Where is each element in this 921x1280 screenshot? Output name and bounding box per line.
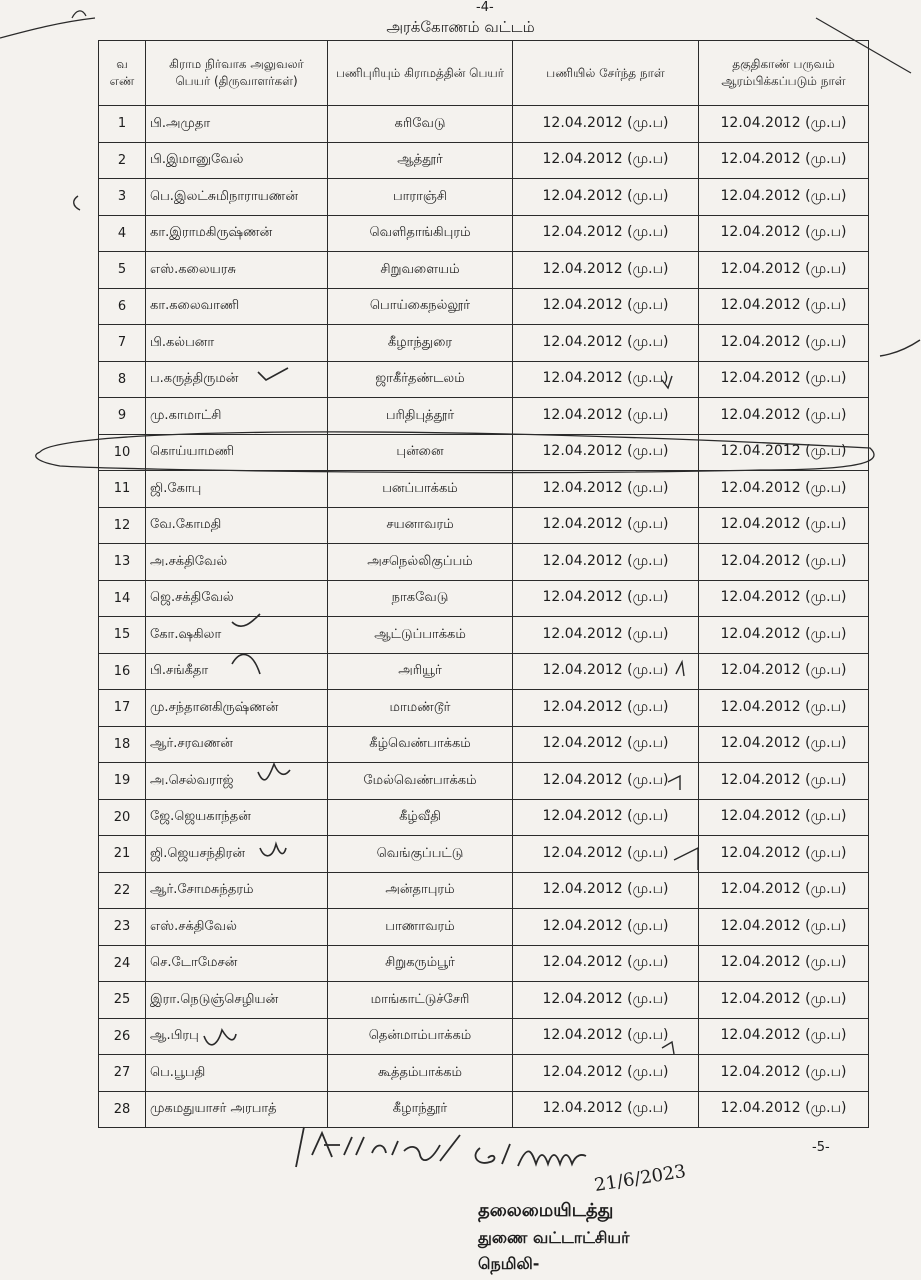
row-join-date: 12.04.2012 (மு.ப) <box>513 1055 699 1092</box>
table-row <box>99 361 869 398</box>
row-join-date: 12.04.2012 (மு.ப) <box>513 909 699 946</box>
row-serial: 18 <box>99 726 146 763</box>
row-serial: 13 <box>99 544 146 581</box>
row-village: கீழாந்துரை <box>328 325 513 362</box>
officer-table <box>98 40 869 1128</box>
row-probation-start: 12.04.2012 (மு.ப) <box>699 434 869 471</box>
row-probation-start: 12.04.2012 (மு.ப) <box>699 471 869 508</box>
row-serial: 26 <box>99 1018 146 1055</box>
attested-scrawl <box>290 1125 470 1170</box>
row-serial: 19 <box>99 763 146 800</box>
row-serial: 3 <box>99 179 146 216</box>
row-serial: 20 <box>99 799 146 836</box>
row-village: கீழ்வீதி <box>328 799 513 836</box>
row-village: வெளிதாங்கிபுரம் <box>328 215 513 252</box>
row-probation-start: 12.04.2012 (மு.ப) <box>699 179 869 216</box>
row-join-date: 12.04.2012 (மு.ப) <box>513 288 699 325</box>
row-serial: 22 <box>99 872 146 909</box>
row-probation-start: 12.04.2012 (மு.ப) <box>699 361 869 398</box>
table-row <box>99 215 869 252</box>
table-row <box>99 909 869 946</box>
row-serial: 8 <box>99 361 146 398</box>
row-village: சிறுவளையம் <box>328 252 513 289</box>
row-join-date: 12.04.2012 (மு.ப) <box>513 872 699 909</box>
table-header-row <box>99 41 869 106</box>
row-probation-start: 12.04.2012 (மு.ப) <box>699 1091 869 1128</box>
row-village: கீழ்வெண்பாக்கம் <box>328 726 513 763</box>
row-officer-name: பெ.இலட்சுமிநாராயணன் <box>146 179 328 216</box>
row-officer-name: கொய்யாமணி <box>146 434 328 471</box>
table-row <box>99 507 869 544</box>
table-row <box>99 1091 869 1128</box>
signature-date: 21/6/2023 <box>592 1160 688 1197</box>
row-probation-start: 12.04.2012 (மு.ப) <box>699 288 869 325</box>
row-officer-name: ஆர்.சோமசுந்தரம் <box>146 872 328 909</box>
row-join-date: 12.04.2012 (மு.ப) <box>513 945 699 982</box>
row-probation-start: 12.04.2012 (மு.ப) <box>699 653 869 690</box>
row-join-date: 12.04.2012 (மு.ப) <box>513 179 699 216</box>
table-row <box>99 1018 869 1055</box>
table-row <box>99 726 869 763</box>
row-probation-start: 12.04.2012 (மு.ப) <box>699 1018 869 1055</box>
row-officer-name: முகமதுயாசர் அரபாத் <box>146 1091 328 1128</box>
row-join-date: 12.04.2012 (மு.ப) <box>513 799 699 836</box>
row-probation-start: 12.04.2012 (மு.ப) <box>699 142 869 179</box>
row-officer-name: கா.இராமகிருஷ்ணன் <box>146 215 328 252</box>
table-row <box>99 325 869 362</box>
row-officer-name: எஸ்.கலையரசு <box>146 252 328 289</box>
row-probation-start: 12.04.2012 (மு.ப) <box>699 799 869 836</box>
row-join-date: 12.04.2012 (மு.ப) <box>513 252 699 289</box>
page-title: அரக்கோணம் வட்டம் <box>386 18 535 36</box>
row-probation-start: 12.04.2012 (மு.ப) <box>699 872 869 909</box>
row-serial: 1 <box>99 106 146 143</box>
row-serial: 16 <box>99 653 146 690</box>
row-officer-name: ஜே.ஜெயகாந்தன் <box>146 799 328 836</box>
row-village: கரிவேடு <box>328 106 513 143</box>
row-join-date: 12.04.2012 (மு.ப) <box>513 580 699 617</box>
row-join-date: 12.04.2012 (மு.ப) <box>513 325 699 362</box>
row-probation-start: 12.04.2012 (மு.ப) <box>699 106 869 143</box>
row-officer-name: பி.சங்கீதா <box>146 653 328 690</box>
row-officer-name: பி.கல்பனா <box>146 325 328 362</box>
row-officer-name: ஜி.ஜெயசந்திரன் <box>146 836 328 873</box>
row-officer-name: அ.செல்வராஜ் <box>146 763 328 800</box>
row-probation-start: 12.04.2012 (மு.ப) <box>699 544 869 581</box>
table-row <box>99 653 869 690</box>
header-name: கிராம நிர்வாக அலுவலர் பெயர் (திருவாளர்கள்) <box>146 41 328 106</box>
row-probation-start: 12.04.2012 (மு.ப) <box>699 398 869 435</box>
row-village: பொய்கைநல்லூர் <box>328 288 513 325</box>
row-officer-name: அ.சக்திவேல் <box>146 544 328 581</box>
seal-line-deputy-tahsildar: துணை வட்டாட்சியர் <box>478 1228 630 1247</box>
row-village: ஜாகீர்தண்டலம் <box>328 361 513 398</box>
row-village: அரியூர் <box>328 653 513 690</box>
row-serial: 21 <box>99 836 146 873</box>
row-probation-start: 12.04.2012 (மு.ப) <box>699 507 869 544</box>
row-probation-start: 12.04.2012 (மு.ப) <box>699 763 869 800</box>
row-probation-start: 12.04.2012 (மு.ப) <box>699 836 869 873</box>
row-serial: 4 <box>99 215 146 252</box>
row-village: தென்மாம்பாக்கம் <box>328 1018 513 1055</box>
row-officer-name: செ.டோமேசன் <box>146 945 328 982</box>
row-officer-name: வே.கோமதி <box>146 507 328 544</box>
row-officer-name: கா.கலைவாணி <box>146 288 328 325</box>
table-row <box>99 836 869 873</box>
row-serial: 14 <box>99 580 146 617</box>
table-row <box>99 398 869 435</box>
row-village: ஆத்தூர் <box>328 142 513 179</box>
row-join-date: 12.04.2012 (மு.ப) <box>513 142 699 179</box>
table-row <box>99 982 869 1019</box>
row-join-date: 12.04.2012 (மு.ப) <box>513 1018 699 1055</box>
row-serial: 15 <box>99 617 146 654</box>
seal-line-nemili: நெமிலி- <box>478 1254 540 1273</box>
row-officer-name: ப.கருத்திருமன் <box>146 361 328 398</box>
row-officer-name: எஸ்.சக்திவேல் <box>146 909 328 946</box>
row-join-date: 12.04.2012 (மு.ப) <box>513 106 699 143</box>
table-row <box>99 142 869 179</box>
table-row <box>99 872 869 909</box>
row-probation-start: 12.04.2012 (மு.ப) <box>699 580 869 617</box>
row-serial: 9 <box>99 398 146 435</box>
row-probation-start: 12.04.2012 (மு.ப) <box>699 909 869 946</box>
table-row <box>99 471 869 508</box>
row-probation-start: 12.04.2012 (மு.ப) <box>699 617 869 654</box>
table-row <box>99 288 869 325</box>
row-officer-name: மு.சந்தானகிருஷ்ணன் <box>146 690 328 727</box>
row-join-date: 12.04.2012 (மு.ப) <box>513 1091 699 1128</box>
row-serial: 25 <box>99 982 146 1019</box>
row-probation-start: 12.04.2012 (மு.ப) <box>699 945 869 982</box>
row-join-date: 12.04.2012 (மு.ப) <box>513 726 699 763</box>
table-row <box>99 434 869 471</box>
row-join-date: 12.04.2012 (மு.ப) <box>513 690 699 727</box>
row-join-date: 12.04.2012 (மு.ப) <box>513 471 699 508</box>
table-row <box>99 252 869 289</box>
row-village: அன்தாபுரம் <box>328 872 513 909</box>
table-row <box>99 763 869 800</box>
row-serial: 12 <box>99 507 146 544</box>
seal-line-head-office: தலைமையிடத்து <box>478 1200 614 1221</box>
row-probation-start: 12.04.2012 (மு.ப) <box>699 1055 869 1092</box>
row-serial: 11 <box>99 471 146 508</box>
row-village: மாமண்டூர் <box>328 690 513 727</box>
row-serial: 28 <box>99 1091 146 1128</box>
top-page-number: -4- <box>476 0 494 15</box>
table-row <box>99 179 869 216</box>
row-village: கூத்தம்பாக்கம் <box>328 1055 513 1092</box>
row-join-date: 12.04.2012 (மு.ப) <box>513 434 699 471</box>
row-village: பனப்பாக்கம் <box>328 471 513 508</box>
bottom-page-number: -5- <box>812 1140 830 1155</box>
row-village: சயனாவரம் <box>328 507 513 544</box>
row-serial: 23 <box>99 909 146 946</box>
row-join-date: 12.04.2012 (மு.ப) <box>513 398 699 435</box>
row-village: மாங்காட்டுச்சேரி <box>328 982 513 1019</box>
header-serial: வ எண் <box>99 41 146 106</box>
row-join-date: 12.04.2012 (மு.ப) <box>513 361 699 398</box>
row-join-date: 12.04.2012 (மு.ப) <box>513 836 699 873</box>
row-serial: 17 <box>99 690 146 727</box>
ink-margin-mark-right <box>880 340 920 356</box>
row-join-date: 12.04.2012 (மு.ப) <box>513 653 699 690</box>
row-serial: 2 <box>99 142 146 179</box>
row-join-date: 12.04.2012 (மு.ப) <box>513 544 699 581</box>
row-officer-name: ஆ.பிரபு <box>146 1018 328 1055</box>
table-row <box>99 544 869 581</box>
row-probation-start: 12.04.2012 (மு.ப) <box>699 726 869 763</box>
row-village: நாகவேடு <box>328 580 513 617</box>
row-officer-name: ஜெ.சக்திவேல் <box>146 580 328 617</box>
row-join-date: 12.04.2012 (மு.ப) <box>513 763 699 800</box>
row-probation-start: 12.04.2012 (மு.ப) <box>699 325 869 362</box>
row-village: புன்னை <box>328 434 513 471</box>
row-officer-name: பி.அமுதா <box>146 106 328 143</box>
row-village: ஆட்டுப்பாக்கம் <box>328 617 513 654</box>
row-probation-start: 12.04.2012 (மு.ப) <box>699 982 869 1019</box>
row-serial: 6 <box>99 288 146 325</box>
row-village: பரிதிபுத்தூர் <box>328 398 513 435</box>
row-join-date: 12.04.2012 (மு.ப) <box>513 215 699 252</box>
row-probation-start: 12.04.2012 (மு.ப) <box>699 690 869 727</box>
row-officer-name: ஆர்.சரவணன் <box>146 726 328 763</box>
row-officer-name: பெ.பூபதி <box>146 1055 328 1092</box>
row-village: கீழாந்தூர் <box>328 1091 513 1128</box>
header-probation-date: தகுதிகாண் பருவம் ஆரம்பிக்கப்படும் நாள் <box>699 41 869 106</box>
row-village: பாணாவரம் <box>328 909 513 946</box>
ink-margin-mark-left <box>74 196 80 210</box>
row-join-date: 12.04.2012 (மு.ப) <box>513 617 699 654</box>
table-row <box>99 799 869 836</box>
row-village: பாராஞ்சி <box>328 179 513 216</box>
row-join-date: 12.04.2012 (மு.ப) <box>513 982 699 1019</box>
row-probation-start: 12.04.2012 (மு.ப) <box>699 215 869 252</box>
row-serial: 27 <box>99 1055 146 1092</box>
table-row <box>99 690 869 727</box>
header-village: பணிபுரியும் கிராமத்தின் பெயர் <box>328 41 513 106</box>
row-officer-name: மு.காமாட்சி <box>146 398 328 435</box>
row-officer-name: இரா.நெடுஞ்செழியன் <box>146 982 328 1019</box>
row-officer-name: ஜி.கோபு <box>146 471 328 508</box>
row-serial: 10 <box>99 434 146 471</box>
row-village: சிறுகரும்பூர் <box>328 945 513 982</box>
row-serial: 24 <box>99 945 146 982</box>
row-village: அசநெல்லிகுப்பம் <box>328 544 513 581</box>
table-row <box>99 617 869 654</box>
table-row <box>99 1055 869 1092</box>
header-join-date: பணியில் சேர்ந்த நாள் <box>513 41 699 106</box>
row-serial: 5 <box>99 252 146 289</box>
row-officer-name: பி.இமானுவேல் <box>146 142 328 179</box>
table-row <box>99 945 869 982</box>
row-join-date: 12.04.2012 (மு.ப) <box>513 507 699 544</box>
row-officer-name: கோ.ஷகிலா <box>146 617 328 654</box>
row-serial: 7 <box>99 325 146 362</box>
row-village: மேல்வெண்பாக்கம் <box>328 763 513 800</box>
row-village: வெங்குப்பட்டு <box>328 836 513 873</box>
table-row <box>99 580 869 617</box>
officer-signature <box>470 1138 630 1178</box>
row-probation-start: 12.04.2012 (மு.ப) <box>699 252 869 289</box>
table-row <box>99 106 869 143</box>
